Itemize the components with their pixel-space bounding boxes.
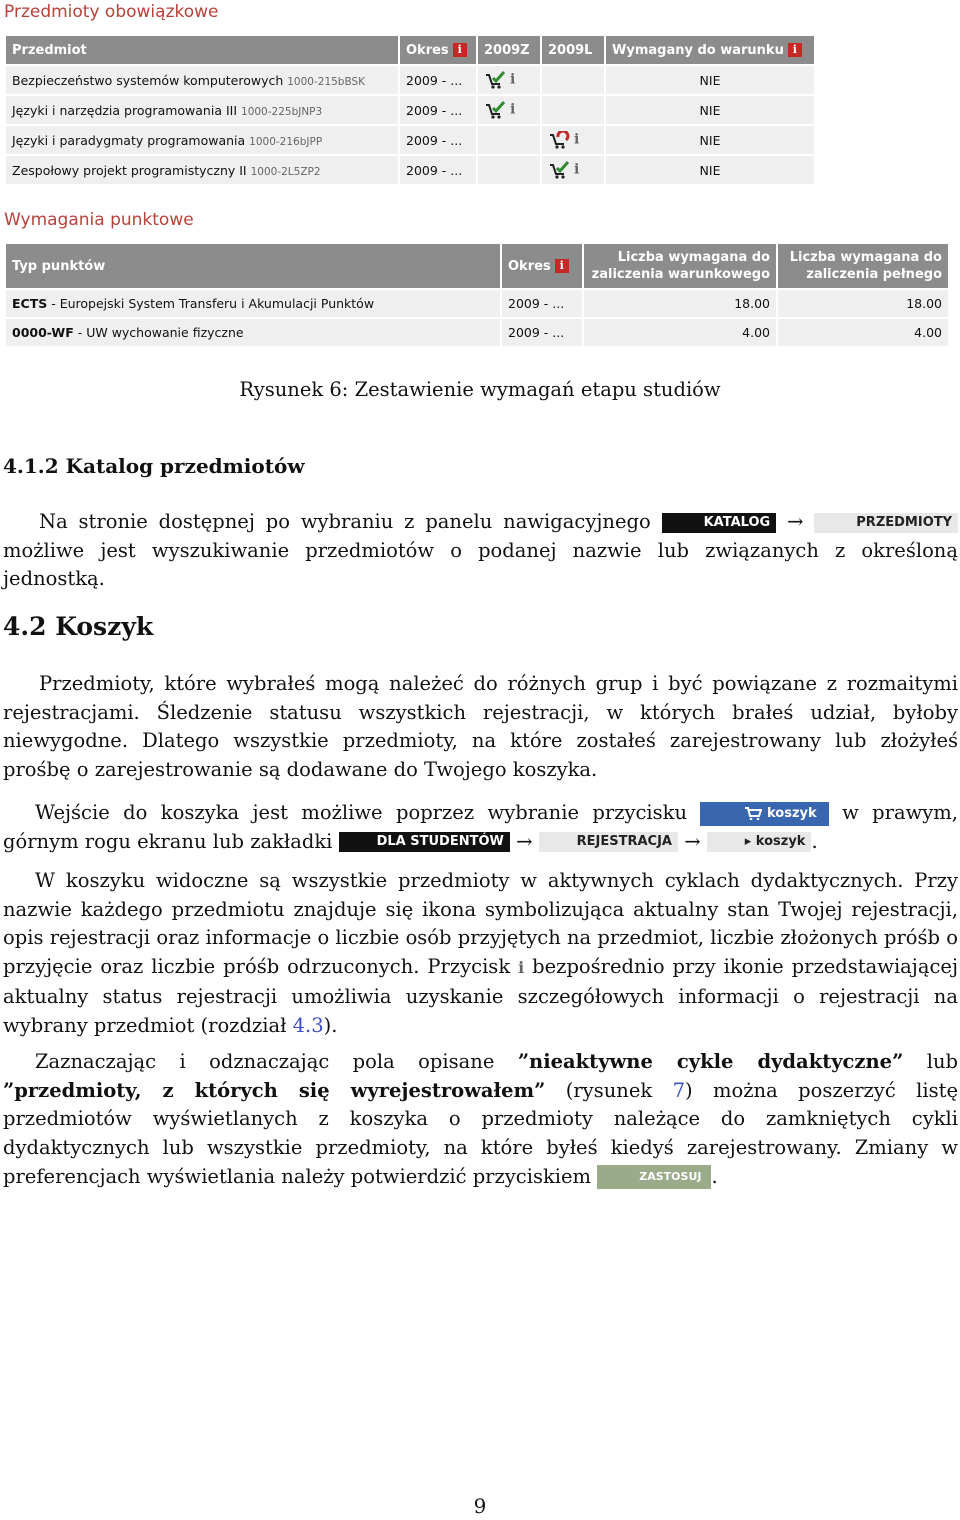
paragraph-preferences: Zaznaczając i odznaczając pola opisane ”nieaktywne cykle dydaktyczne” lub ”przedmioty, z których się wyrejestrowałem” (rysunek 7) można poszerzyć listę przedmiotów wyświetlanych z koszyka o przedmioty należące do zamkniętych cykli dydaktycznych lub wszystkie przedmioty, na które byłeś kiedyś zarejestrowany. Zmiany w preferencjach wyświetlania należy potwierdzić przyciskiem ZASTOSUJ . bbox=[3, 1050, 959, 1188]
section-title-points: Wymagania punktowe bbox=[4, 210, 194, 230]
header-required[interactable]: Wymagany do warunku i bbox=[606, 36, 814, 64]
full-value: 18.00 bbox=[778, 290, 948, 317]
rejestracja-button-image: REJESTRACJA bbox=[539, 832, 678, 852]
paragraph-basket-entry: Wejście do koszyka jest możliwe poprzez wybranie przycisku koszyk w prawym, górnym rogu ekranu lub zakładki DLA STUDENTÓW → REJESTRACJA → ▸ koszyk . bbox=[3, 801, 958, 853]
info-icon: i bbox=[518, 958, 525, 978]
info-icon[interactable]: i bbox=[509, 71, 516, 88]
table-row bbox=[6, 126, 814, 154]
cart-check-icon[interactable] bbox=[484, 101, 506, 119]
info-icon[interactable]: i bbox=[788, 43, 802, 57]
header-conditional: Liczba wymagana do zaliczenia warunkowego bbox=[584, 244, 776, 288]
points-requirements-table bbox=[4, 242, 950, 348]
header-full: Liczba wymagana do zaliczenia pełnego bbox=[778, 244, 948, 288]
przedmioty-button-image: PRZEDMIOTY bbox=[814, 513, 958, 533]
katalog-button-image: KATALOG bbox=[662, 513, 777, 533]
subject-cell[interactable]: Bezpieczeństwo systemów komputerowych 1000-215bBSK bbox=[6, 66, 398, 94]
paragraph-catalog: Na stronie dostępnej po wybraniu z panelu nawigacyjnego KATALOG → PRZEDMIOTY możliwe jest wyszukiwanie przedmiotów o podanej nazwie lub związanych z określoną jednostką. bbox=[3, 510, 958, 591]
conditional-value: 18.00 bbox=[584, 290, 776, 317]
required-cell: NIE bbox=[606, 126, 814, 154]
header-2009z: 2009Z bbox=[478, 36, 540, 64]
paragraph-basket-intro: Przedmioty, które wybrałeś mogą należeć do różnych grup i być powiązane z rozmaitymi rejestracjami. Śledzenie statusu wszystkich rejestracji, w których brałeś udział, byłoby niewygodne. Dlatego wszystkie przedmioty, na które zostałeś zarejestrowany lub złożyłeś prośbę o zarejestrowanie są dodawane do Twojego koszyka. bbox=[3, 672, 958, 782]
header-period[interactable]: Okres i bbox=[400, 36, 476, 64]
points-type-cell: ECTS - Europejski System Transferu i Akumulacji Punktów bbox=[6, 290, 500, 317]
status-cell-l bbox=[542, 96, 604, 124]
table-row bbox=[6, 66, 814, 94]
status-cell-l[interactable] bbox=[542, 156, 604, 184]
required-cell: NIE bbox=[606, 96, 814, 124]
period-cell: 2009 - ... bbox=[502, 290, 582, 317]
info-icon[interactable]: i bbox=[453, 43, 467, 57]
info-icon[interactable]: i bbox=[509, 101, 516, 118]
header-2009l: 2009L bbox=[542, 36, 604, 64]
required-cell: NIE bbox=[606, 66, 814, 94]
section-title-mandatory: Przedmioty obowiązkowe bbox=[4, 2, 219, 22]
section-reference-link[interactable]: 4.3 bbox=[292, 1013, 324, 1037]
cart-check-icon[interactable] bbox=[484, 71, 506, 89]
status-cell-z[interactable] bbox=[478, 66, 540, 94]
period-cell: 2009 - ... bbox=[400, 156, 476, 184]
info-icon[interactable]: i bbox=[573, 131, 580, 148]
cart-check-icon[interactable] bbox=[548, 161, 570, 179]
period-cell: 2009 - ... bbox=[502, 319, 582, 346]
table-row bbox=[6, 290, 948, 317]
cart-pending-icon[interactable] bbox=[548, 131, 570, 149]
paragraph-basket-content: W koszyku widoczne są wszystkie przedmioty w aktywnych cyklach dydaktycznych. Przy nazwie każdego przedmiotu znajduje się ikona symbolizująca aktualny stan Twojej rejestracji, opis rejestracji oraz informacje o liczbie osób przyjętych na przedmiot, liczbie złożonych próśb o przyjęcie oraz liczbie próśb odrzuconych. Przycisk i bezpośrednio przy ikonie przedstawiającej aktualny status rejestracji umożliwia uzyskanie szczegółowych informacji o rejestracji na wybrany przedmiot (rozdział 4.3). bbox=[3, 869, 958, 1037]
koszyk-button-image: koszyk bbox=[700, 802, 828, 826]
header-subject: Przedmiot bbox=[6, 36, 398, 64]
mandatory-subjects-table bbox=[4, 34, 816, 186]
subject-cell[interactable]: Języki i narzędzia programowania III 1000-225bJNP3 bbox=[6, 96, 398, 124]
zastosuj-button-image: ZASTOSUJ bbox=[597, 1165, 711, 1189]
table-row bbox=[6, 319, 948, 346]
dla-studentow-button-image: DLA STUDENTÓW bbox=[339, 832, 510, 852]
full-value: 4.00 bbox=[778, 319, 948, 346]
subject-cell[interactable]: Zespołowy projekt programistyczny II 1000-2L5ZP2 bbox=[6, 156, 398, 184]
header-period[interactable]: Okres i bbox=[502, 244, 582, 288]
koszyk-tab-image: ▸ koszyk bbox=[707, 832, 812, 852]
page-number: 9 bbox=[473, 1494, 487, 1518]
period-cell: 2009 - ... bbox=[400, 126, 476, 154]
required-cell: NIE bbox=[606, 156, 814, 184]
period-cell: 2009 - ... bbox=[400, 96, 476, 124]
points-type-cell: 0000-WF - UW wychowanie fizyczne bbox=[6, 319, 500, 346]
conditional-value: 4.00 bbox=[584, 319, 776, 346]
period-cell: 2009 - ... bbox=[400, 66, 476, 94]
info-icon[interactable]: i bbox=[555, 259, 569, 273]
cart-icon bbox=[744, 806, 762, 820]
status-cell-l[interactable] bbox=[542, 126, 604, 154]
section-heading: 4.2 Koszyk bbox=[3, 612, 154, 641]
header-points-type: Typ punktów bbox=[6, 244, 500, 288]
status-cell-z bbox=[478, 156, 540, 184]
figure-caption: Rysunek 6: Zestawienie wymagań etapu studiów bbox=[239, 378, 721, 401]
figure-reference-link[interactable]: 7 bbox=[672, 1078, 686, 1102]
status-cell-z bbox=[478, 126, 540, 154]
status-cell-z[interactable] bbox=[478, 96, 540, 124]
subsection-heading: 4.1.2 Katalog przedmiotów bbox=[3, 454, 305, 478]
status-cell-l bbox=[542, 66, 604, 94]
info-icon[interactable]: i bbox=[573, 161, 580, 178]
table-row bbox=[6, 156, 814, 184]
subject-cell[interactable]: Języki i paradygmaty programowania 1000-216bJPP bbox=[6, 126, 398, 154]
table-row bbox=[6, 96, 814, 124]
